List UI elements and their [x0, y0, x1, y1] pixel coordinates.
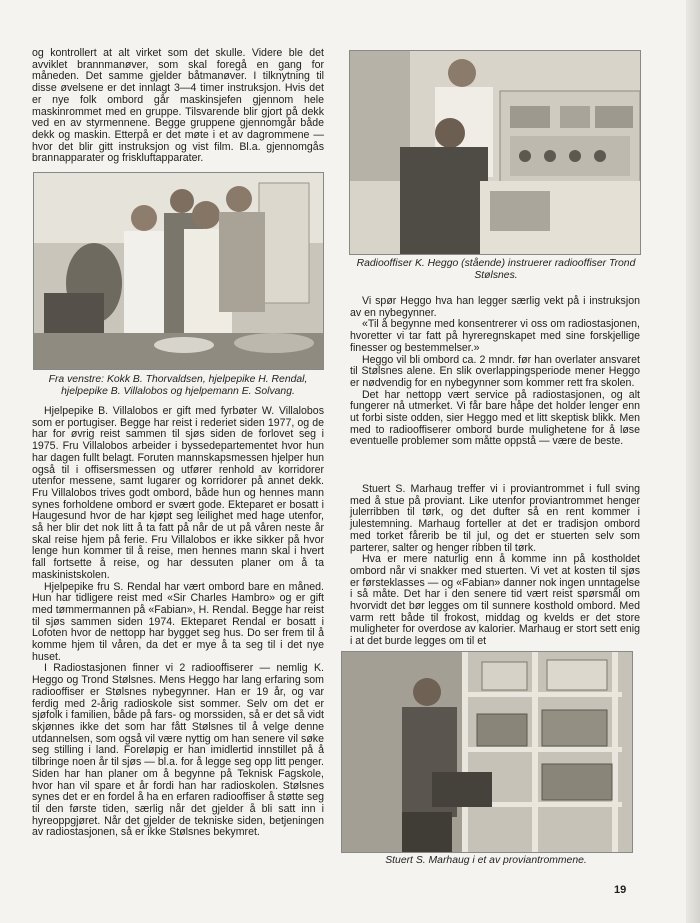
photo-provision-room: [341, 651, 633, 853]
paragraph: Hjelpepike fru S. Rendal har vært ombord bare en måned. Hun har tidligere reist med «Sir Charles Hambro» og er gift med tømmermannen på «Fabian», H. Rendal. Begge har reist til sjøs sammen siden 1974. Ekteparet Rendal er bosatt i Lofoten hvor de nettopp har bygget seg hus. Do ser frem til å komme hjem til våren, da det er mye å ta seg til i det nye huset.: [32, 580, 324, 663]
photo-galley-crew: [33, 172, 324, 370]
caption-provision-room: Stuert S. Marhaug i et av proviantrommene.: [385, 855, 587, 866]
paragraph: Hjelpepike B. Villalobos er gift med fyrbøter W. Villalobos som er portugiser. Begge har reist i rederiet siden 1977, og de har for øvrig reist sammen til sjøs siden de forlovet seg i 1975. Fru Villalobos arbeider i byssedepartementet hvor hun har dagen fullt belagt. Foruten mannskapsmessen hjelper hun også til i offisersmessen og utfører renhold av korridorer utenfor messene, samt lugarer og korridorer på annet dekk. Fru Villalobos trives godt ombord, både hun og hennes mann synes forholdene ombord er svært gode. Ekteparet er bosatt i Haugesund hvor de har kjøpt seg leilighet med hage utenfor, så her blir det nok litt å ta fatt på når de ut på våren neste år skal reise hjem på ferie. Fru Villalobos er ikke sikker på hvor lenge hun kommer til å reise, men hennes mann skal i hvert fall fortsette å reise, og har dessuten planer om å ta maskinistskolen.: [32, 405, 324, 581]
paragraph: og kontrollert at alt virket som det skulle. Videre ble det avviklet brannmanøver, som skal foregå en gang for måneden. Det samme gjelder båtmanøver. I tilknytning til disse øvelsene er det innlagt 3—4 timer instruksjon. Hvis det er nye folk ombord går maskinsjefen gjennom hele maskinrommet med en gruppe. Tilsvarende blir gjort på dekk ved en av styrmennene. Begge gruppene gjennomgår både dekk og maskin. Etterpå er det møte i et av dagrommene — hvor det blir gitt instruksjon og vist film. Bl.a. gjennomgås brannapparater og friskluftapparater.: [32, 47, 324, 165]
caption-radio-officers: Radiooffiser K. Heggo (stående) instruerer radiooffiser Trond Stølsnes.: [356, 258, 636, 281]
article-column-left-top: [32, 48, 324, 165]
paragraph: Heggo vil bli ombord ca. 2 mndr. før han overlater ansvaret til Stølsnes alene. En slik overlappingsperiode mener Heggo er nødvendig for en nybegynner som kommer rett fra skolen.: [350, 353, 640, 389]
photo-galley-crew-illustration: [34, 173, 323, 369]
paragraph: Stuert S. Marhaug treffer vi i proviantrommet i full sving med å stue på proviant. Like utenfor proviantrommet henger julerribben til tørk, og det dufter så en rent kommer i julestemning. Marhaug forteller at det er tradisjon ombord med torket fårerib be til jul, og det er stuerten selv som parterer, salter og henger ribben til tørk.: [350, 483, 640, 554]
page-edge: [686, 0, 700, 923]
paragraph: Det har nettopp vært service på radiostasjonen, og alt fungerer nå utmerket. Vi får bare håpe det holder lenger enn ut forbi siste odden, sier Heggo med et litt skeptisk blikk. Men med to radiooffiserer ombord burde mulighetene for å løse eventuelle problemer som måtte oppstå — være de beste.: [350, 388, 640, 448]
photo-radio-officers: [349, 50, 641, 255]
photo-radio-officers-illustration: [350, 51, 640, 254]
paragraph: Hva er mere naturlig enn å komme inn på kostholdet ombord når vi snakker med stuerten. Vi vet at kosten til sjøs er førsteklasses — og «Fabian» danner nok ingen unntagelse i så måte. Det har i den senere tid vært reist spørsmål om hvorvidt det bør legges om til sunnere kosthold ombord. Med varm rett både til frokost, middag og kvelds er det store muligheter for overdose av kalorier. Marhaug er stort sett enig i at det burde legges om til et: [350, 553, 640, 648]
page-number: 19: [614, 884, 627, 896]
paragraph: Vi spør Heggo hva han legger særlig vekt på i instruksjon av en nybegynner.: [350, 295, 640, 319]
caption-galley-crew: Fra venstre: Kokk B. Thorvaldsen, hjelpepike H. Rendal, hjelpepike B. Villalobos og hjelpemann E. Solvang.: [48, 374, 308, 397]
paragraph: I Radiostasjonen finner vi 2 radiooffiserer — nemlig K. Heggo og Trond Stølsnes. Mens Heggo har lang erfaring som radiooffiser er Stølsnes nybegynner. Han er 19 år, og var ferdig med 2-årig radioskole sist sommer. Selv om det er sjøfolk i familien, både på fars- og morssiden, så er det så vidt skjønnes ikke det som har fått Stølsnes til å velge denne utdannelsen, som også vil være nyttig om han senere vil søke seg stilling i land. Foreløpig er han imidlertid innstillet på å tilbringe noen år til sjøs — bl.a. for å legge seg opp litt penger. Siden har han planer om å begynne på Teknisk Fagskole, hvor han vil spare et år fordi han har radioskolen. Stølsnes synes det er en fordel å ha en erfaren radiooffiser å støtte seg til den første tiden, særlig når det gjelder å bli satt inn i hyreoppgjøret. Når det gjelder de tekniske siden, betjeningen av radiostasjonen, så er ikke Stølsnes bekymret.: [32, 662, 324, 839]
article-column-right-mid: [350, 296, 640, 448]
article-column-right-lower: [350, 484, 640, 648]
paragraph: «Til å begynne med konsentrerer vi oss om radiostasjonen, hvoretter vi tar fatt på hyreregnskapet med sine forskjellige finesser og bestemmelser.»: [350, 318, 640, 354]
article-column-left-bottom: [32, 406, 324, 839]
photo-provision-room-illustration: [342, 652, 632, 852]
